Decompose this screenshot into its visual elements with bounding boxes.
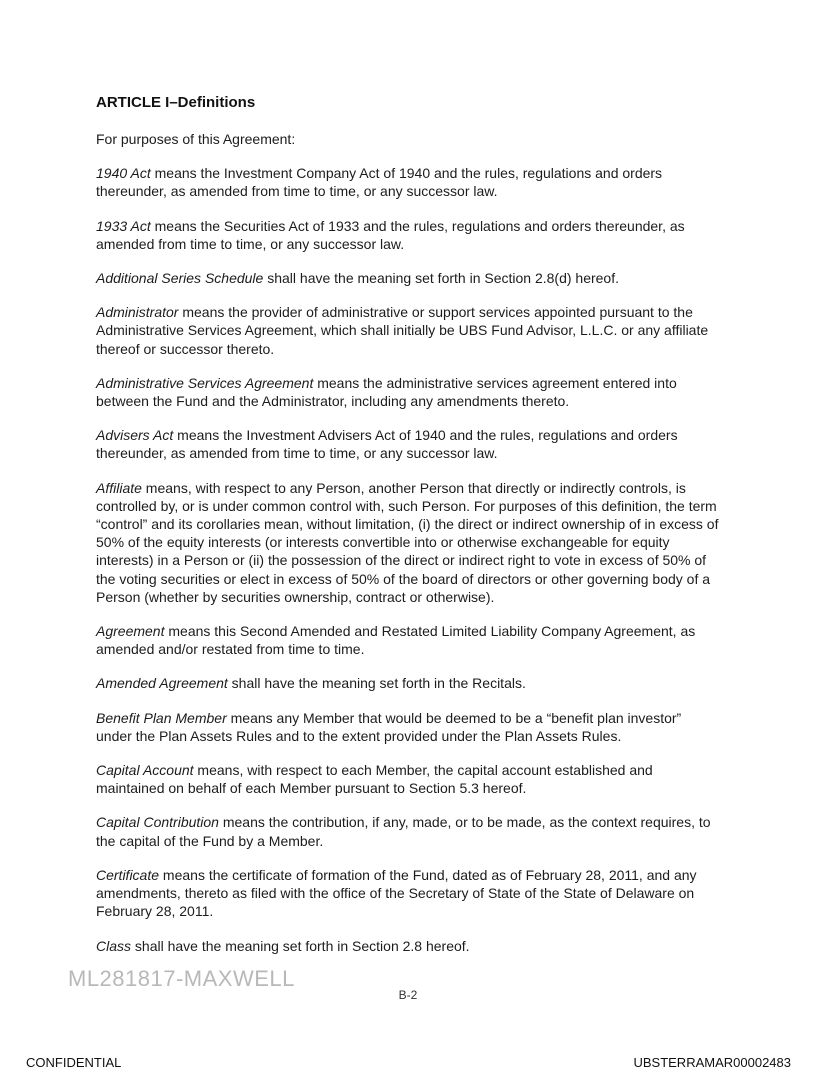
definition-text: means the provider of administrative or support services appointed pursuant to the Administrative Services Agreement, which shall initially be UBS Fund Advisor, L.L.C. or any affiliate thereof or successor thereto. (96, 304, 709, 357)
definition-text: shall have the meaning set forth in Section 2.8(d) hereof. (263, 270, 619, 287)
definition-term: Additional Series Schedule (96, 270, 264, 287)
definition-term: Class (96, 937, 132, 954)
definition-term: Administrator (96, 304, 179, 321)
definition-term: Certificate (96, 866, 160, 883)
definition-term: Advisers Act (96, 427, 174, 444)
definition-term: Benefit Plan Member (96, 709, 227, 726)
definition-term: Amended Agreement (96, 675, 228, 692)
article-heading: ARTICLE I–Definitions (96, 94, 256, 111)
definition-term: Administrative Services Agreement (96, 374, 314, 391)
bates-watermark: ML281817-MAXWELL (68, 966, 295, 991)
definition-advisers-act (96, 426, 720, 462)
definition-text: means this Second Amended and Restated Limited Liability Company Agreement, as amended and/or restated from time to time. (96, 623, 696, 658)
page-number: B-2 (398, 988, 418, 1002)
definition-administrator (96, 303, 720, 358)
definition-1940-act (96, 164, 720, 200)
definition-capital-contribution (96, 813, 720, 849)
confidential-label: CONFIDENTIAL (26, 1055, 122, 1070)
intro-text: For purposes of this Agreement: (96, 131, 296, 147)
definition-text: means, with respect to each Member, the capital account established and maintained on behalf of each Member pursuant to Section 5.3 hereof. (96, 762, 653, 797)
definition-term: 1940 Act (96, 165, 151, 182)
bates-number: UBSTERRAMAR00002483 (633, 1055, 791, 1070)
definition-term: Affiliate (96, 479, 142, 496)
definition-text: means the administrative services agreement entered into between the Fund and the Administrator, including any amendments thereto. (96, 374, 677, 410)
definition-1933-act (96, 217, 720, 253)
definition-term: Capital Account (96, 762, 194, 779)
definition-certificate (96, 866, 720, 921)
definition-benefit-plan-member (96, 709, 720, 745)
definition-text: means the Investment Company Act of 1940 and the rules, regulations and orders thereunder, as amended from time to time, or any successor law. (96, 165, 663, 200)
definition-text: means the Securities Act of 1933 and the rules, regulations and orders thereunder, as amended from time to time, or any successor law. (96, 217, 685, 252)
definition-text: means any Member that would be deemed to be a “benefit plan investor” under the Plan Assets Rules and to the extent provided under the Plan Assets Rules. (96, 709, 682, 744)
definition-term: Agreement (96, 623, 165, 640)
definition-term: 1933 Act (96, 217, 151, 234)
definition-class (96, 937, 720, 955)
definition-text: means the contribution, if any, made, or to be made, as the context requires, to the capital of the Fund by a Member. (96, 814, 711, 849)
definition-text: means the Investment Advisers Act of 1940 and the rules, regulations and orders thereunder, as amended from time to time, or any successor law. (96, 427, 678, 462)
definition-capital-account (96, 761, 720, 797)
definition-amended-agreement (96, 674, 720, 692)
definition-text: means, with respect to any Person, another Person that directly or indirectly controls, is controlled by, or is under common control with, such Person. For purposes of this definition, the term “control” and its corollaries mean, without limitation, (i) the direct or indirect ownership of in excess of 50% of the equity interests (or interests convertible into or otherwise exchangeable for equity interests) in a Person or (ii) the possession of the direct or indirect right to vote in excess of 50% of the voting securities or elect in excess of 50% of the board of directors or other governing body of a Person (whether by securities ownership, contract or otherwise). (96, 479, 719, 605)
definition-text: shall have the meaning set forth in Section 2.8 hereof. (131, 937, 470, 954)
definition-affiliate (96, 479, 720, 606)
document-body (96, 93, 720, 971)
definition-text: means the certificate of formation of the Fund, dated as of February 28, 2011, and any amendments, thereto as filed with the office of the Secretary of State of the State of Delaware on February 28, 2011. (96, 866, 697, 920)
definition-administrative-services-agreement (96, 374, 720, 410)
definition-agreement (96, 622, 720, 658)
definition-additional-series-schedule (96, 269, 720, 287)
definition-text: shall have the meaning set forth in the Recitals. (227, 675, 526, 692)
definition-term: Capital Contribution (96, 814, 219, 831)
